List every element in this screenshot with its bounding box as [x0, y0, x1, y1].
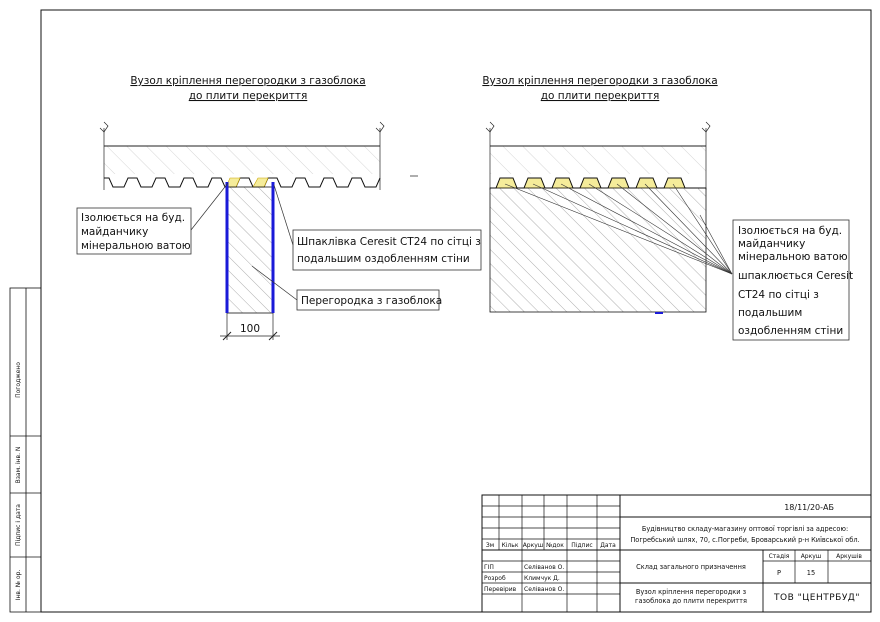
- tb-name-gip: Селіванов О.: [524, 564, 565, 571]
- tb-sheet-value: 15: [806, 569, 816, 577]
- tb-header-pidpys: Підпис: [571, 542, 593, 549]
- tb-sheet-title-line2: газоблока до плити перекриття: [635, 597, 747, 605]
- tb-header-kilk: Кільк: [501, 542, 519, 549]
- left-leader-insulation: [191, 183, 228, 230]
- right-wall-section: [490, 188, 706, 312]
- left-callout-insulation-line2: майданчику: [81, 226, 149, 238]
- left-partition: [227, 187, 273, 313]
- side-stamp-inv-orig: Інв. № ор.: [15, 569, 22, 601]
- tb-sheets-header: Аркушів: [836, 553, 862, 560]
- left-mineral-wool-2: [253, 178, 268, 187]
- tb-name-rozrob: Климчук Д.: [524, 575, 560, 582]
- left-leader-plaster: [274, 185, 293, 245]
- right-detail: [482, 75, 853, 340]
- tb-header-data: Дата: [600, 542, 616, 549]
- right-callout-line3: мінеральною ватою: [738, 251, 848, 263]
- left-callout-insulation-line1: Ізолюється на буд.: [81, 212, 186, 224]
- right-callout-line6: подальшим: [738, 307, 803, 319]
- right-title-line2: до плити перекриття: [540, 90, 660, 102]
- tb-header-ndok: №док: [546, 542, 564, 549]
- right-callout-line7: оздобленням стіни: [738, 325, 844, 337]
- tb-project-line2: Погребський шлях, 70, с.Погреби, Броварський р-н Київської обл.: [630, 536, 860, 544]
- side-stamp: [10, 288, 41, 612]
- left-callout-plaster-line2: подальшим оздобленням стіни: [297, 253, 470, 265]
- tb-organization: ТОВ "ЦЕНТРБУД": [774, 593, 860, 603]
- tb-role-gip: ГІП: [484, 564, 494, 571]
- left-callout-partition-text: Перегородка з газоблока: [301, 295, 443, 307]
- tb-name-pereviryv: Селіванов О.: [524, 586, 565, 593]
- right-callout-line5: CT24 по сітці з: [738, 289, 819, 301]
- tb-sheet-title-line1: Вузол кріплення перегородки з: [635, 588, 747, 596]
- right-slab-topping: [490, 146, 706, 174]
- tb-code: 18/11/20-АБ: [784, 503, 834, 512]
- side-stamp-agreed: Погоджено: [15, 362, 22, 398]
- left-title-line1: Вузол кріплення перегородки з газоблока: [130, 75, 366, 87]
- right-callout-line2: майданчику: [738, 238, 806, 250]
- left-profiled-deck: [104, 178, 380, 187]
- tb-stage-header: Стадія: [768, 553, 790, 560]
- dimension-text: 100: [239, 323, 261, 335]
- tb-role-pereviryv: Перевірив: [484, 586, 517, 593]
- tb-sheet-header: Аркуш: [800, 553, 822, 560]
- tb-role-rozrob: Розроб: [484, 575, 506, 582]
- tb-header-zm: Зм: [485, 542, 495, 549]
- left-callout-insulation-line3: мінеральною ватою: [81, 240, 191, 252]
- tb-project-line1: Будівництво складу-магазину оптової торгівлі за адресою:: [641, 525, 849, 533]
- tb-header-arkush: Аркуш: [522, 542, 544, 549]
- left-callout-plaster-line1: Шпаклівка Ceresit CT24 по сітці з: [297, 236, 481, 248]
- title-block-text: [484, 503, 862, 605]
- left-title-line2: до плити перекриття: [188, 90, 308, 102]
- left-slab-topping: [104, 146, 380, 174]
- tb-stage-value: Р: [777, 569, 781, 577]
- side-stamp-inv-replace: Взам. інв. N: [15, 446, 22, 484]
- right-callout-line4: шпаклюється Ceresit: [738, 270, 854, 282]
- tb-section-name: Склад загального призначення: [636, 563, 746, 571]
- right-title-line1: Вузол кріплення перегородки з газоблока: [482, 75, 718, 87]
- left-detail: [77, 75, 481, 340]
- right-callout-line1: Ізолюється на буд.: [738, 225, 843, 237]
- side-stamp-sign-date: Підпис і дата: [15, 504, 22, 546]
